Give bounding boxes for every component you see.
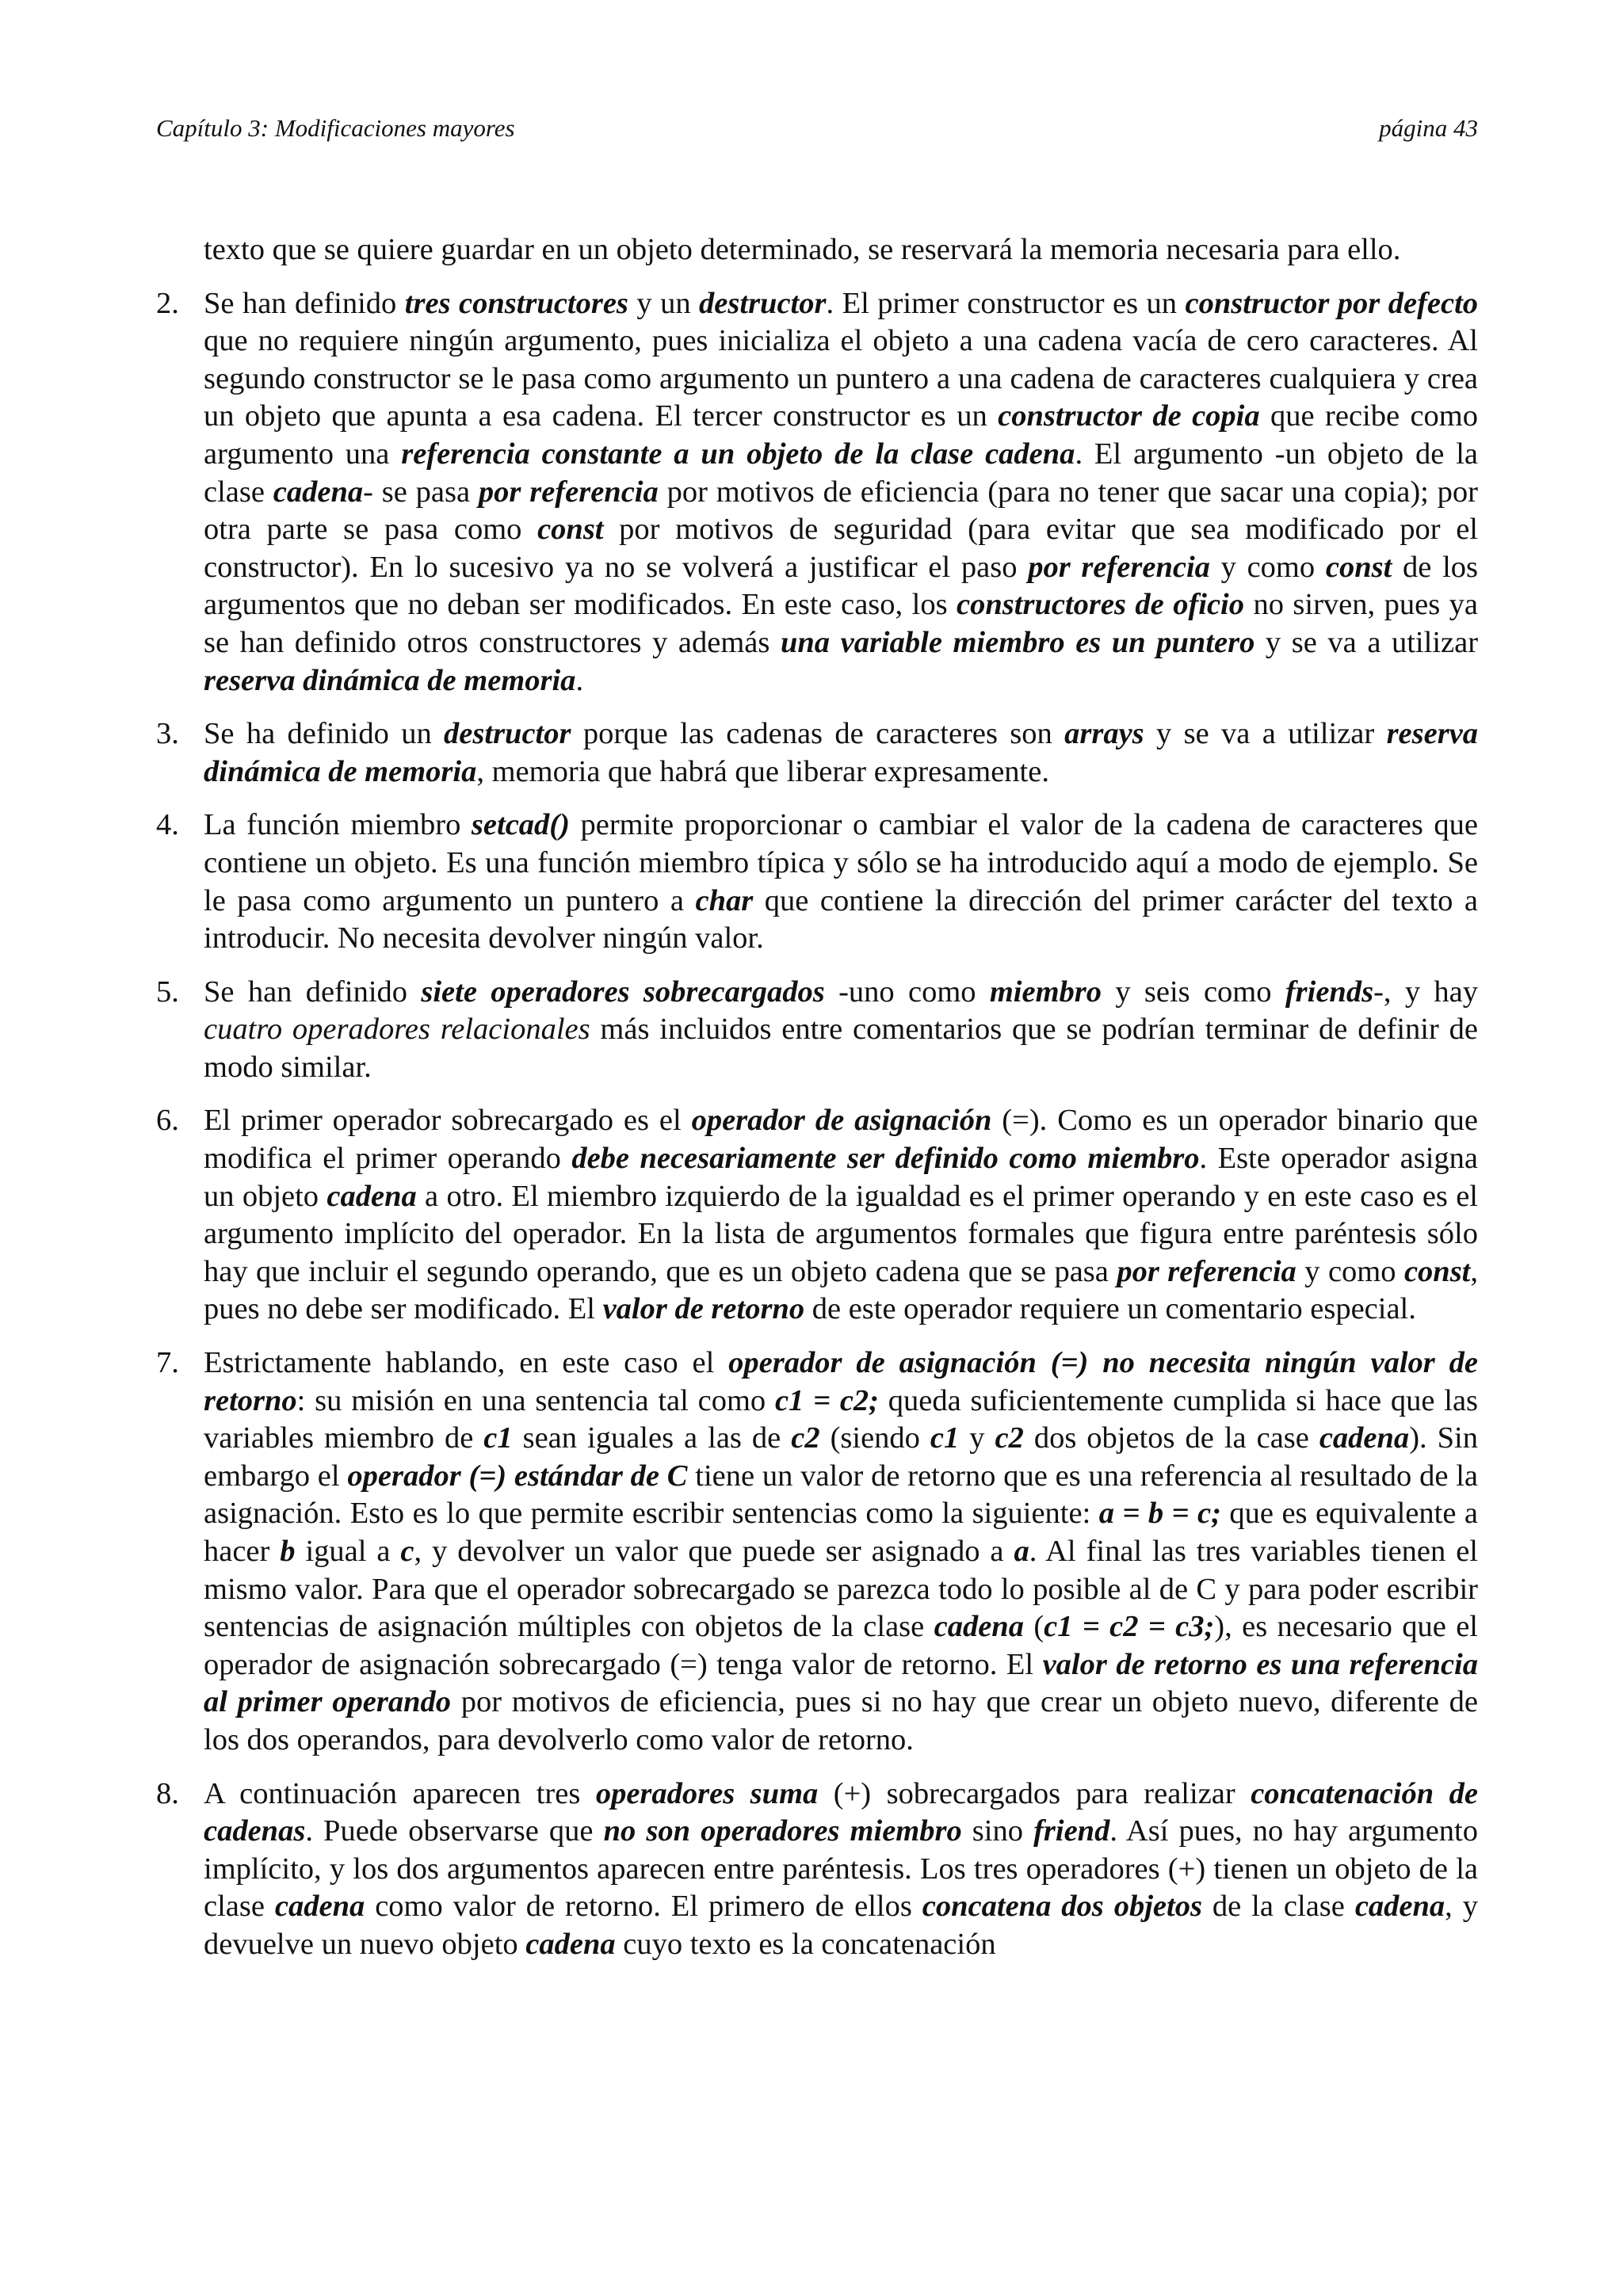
page-number: página 43 <box>1379 114 1478 142</box>
text-run: y se va a utilizar <box>1144 717 1387 751</box>
emphasis-text: cadena <box>1319 1421 1410 1455</box>
text-run: porque las cadenas de caracteres son <box>571 717 1065 751</box>
text-run: . Así pues, no hay argumento implícito, y los dos argumentos aparecen entre paréntesis. Los tres operadores (+) tienen un objeto de la clase <box>204 1814 1478 1924</box>
text-run: ( <box>1023 1610 1044 1644</box>
text-run: y <box>959 1421 995 1455</box>
emphasis-text: por referencia <box>478 475 659 509</box>
text-run: de los argumentos que no deban ser modificados. En este caso, los <box>204 550 1478 622</box>
text-run: por motivos de eficiencia (para no tener que sacar una copia); por otra parte se pasa como <box>204 475 1478 547</box>
emphasis-text: operadores suma <box>595 1776 819 1810</box>
emphasis-text: concatenación de cadenas <box>204 1776 1478 1848</box>
text-run: . <box>575 663 584 697</box>
text-run: -, y hay <box>1373 974 1478 1009</box>
list-item-number: 3. <box>156 717 179 751</box>
text-run: , memoria que habrá que liberar expresamente. <box>476 754 1049 788</box>
emphasis-text: operador de asignación (=) no necesita ningún valor de retorno <box>204 1346 1478 1417</box>
list-item <box>156 1344 1478 1760</box>
text-run: y un <box>628 286 700 320</box>
emphasis-text: b <box>280 1535 296 1568</box>
emphasis-text: por referencia <box>1028 550 1210 584</box>
emphasis-text: concatena dos objetos <box>922 1890 1202 1924</box>
page-header <box>156 114 1478 149</box>
emphasis-text: c2 <box>791 1421 820 1455</box>
text-run: por motivos de seguridad (para evitar que sea modificado por el constructor). En lo sucesivo ya no se volverá a justificar el paso <box>204 513 1478 584</box>
text-run: Se han definido <box>204 974 422 1009</box>
emphasis-text: reserva dinámica de memoria <box>204 717 1479 788</box>
emphasis-text: miembro <box>989 974 1102 1009</box>
list-item <box>156 974 1478 1087</box>
text-run: igual a <box>295 1535 401 1568</box>
text-run: sino <box>961 1814 1034 1848</box>
text-run: (+) sobrecargados para realizar <box>818 1776 1251 1810</box>
emphasis-text: una variable miembro es un puntero <box>780 625 1255 659</box>
page-body <box>156 231 1478 1980</box>
list-item-number: 7. <box>156 1346 179 1380</box>
text-run: permite proporcionar o cambiar el valor de la cadena de caracteres que contiene un objeto. Es una función miembro típica y sólo se ha introducido aquí a modo de ejemplo. Se le pasa como argumento un puntero a <box>204 808 1479 917</box>
text-run: . El primer constructor es un <box>826 286 1186 320</box>
emphasis-text: debe necesariamente ser definido como miembro <box>571 1142 1200 1176</box>
list-item <box>156 1775 1478 1964</box>
list-item <box>156 1102 1478 1329</box>
text-run: que no requiere ningún argumento, pues inicializa el objeto a una cadena vacía de cero caracteres. Al segundo constructor se le pasa como argumento un puntero a una cadena de caracteres cualquiera y crea un objeto que apunta a esa cadena. El tercer constructor es un <box>204 324 1478 433</box>
text-run: por motivos de eficiencia, pues si no hay que crear un objeto nuevo, diferente de los dos operandos, para devolverlo como valor de retorno. <box>204 1685 1478 1756</box>
list-item <box>156 807 1478 957</box>
text-run: -uno como <box>824 974 990 1009</box>
text-run: (siendo <box>819 1421 930 1455</box>
text-run: Se ha definido un <box>204 717 445 751</box>
continuation-paragraph <box>156 231 1478 269</box>
text-run: (=). Como es un operador binario que modifica el primer operando <box>204 1104 1478 1176</box>
emphasis-text: setcad() <box>471 808 570 842</box>
text-run: y se va a utilizar <box>1254 625 1479 659</box>
text-run: El primer operador sobrecargado es el <box>204 1104 692 1138</box>
emphasis-text: arrays <box>1064 717 1144 751</box>
text-run: - se pasa <box>363 475 479 509</box>
emphasis-text: referencia constante a un objeto de la clase cadena <box>401 437 1075 471</box>
text-run: no sirven, pues ya se han definido otros constructores y además <box>204 588 1478 659</box>
list-item-number: 6. <box>156 1104 179 1138</box>
text-run: ). Sin embargo el <box>204 1421 1478 1493</box>
text-run: que recibe como argumento una <box>204 399 1479 471</box>
emphasis-text: const <box>537 513 604 547</box>
emphasis-text: siete operadores sobrecargados <box>421 974 825 1009</box>
text-run: : su misión en una sentencia tal como <box>296 1383 775 1417</box>
emphasis-text: cadena <box>934 1610 1024 1644</box>
text-run: y como <box>1296 1254 1404 1288</box>
emphasis-text: c1 = c2; <box>774 1383 879 1417</box>
text-run: que contiene la dirección del primer carácter del texto a introducir. No necesita devolver ningún valor. <box>204 883 1478 955</box>
emphasis-text: a <box>1014 1535 1029 1568</box>
text-run: Estrictamente hablando, en este caso el <box>204 1346 729 1380</box>
text-run: tiene un valor de retorno que es una referencia al resultado de la asignación. Esto es lo que permite escribir sentencias como la siguiente: <box>204 1459 1478 1531</box>
emphasis-text: friend <box>1033 1814 1110 1848</box>
emphasis-text: const <box>1403 1254 1471 1288</box>
text-run: como valor de retorno. El primero de ellos <box>365 1890 922 1924</box>
numbered-list <box>156 285 1478 1964</box>
text-run: más incluidos entre comentarios que se podrían terminar de definir de modo similar. <box>204 1013 1478 1084</box>
emphasis-text: destructor <box>699 286 827 320</box>
text-run: dos objetos de la case <box>1023 1421 1319 1455</box>
emphasis-text: a = b = c; <box>1098 1497 1221 1531</box>
emphasis-text: valor de retorno <box>602 1292 805 1326</box>
text-run: . Este operador asigna un objeto <box>204 1142 1478 1213</box>
emphasis-text: valor de retorno es una referencia al primer operando <box>204 1647 1478 1719</box>
emphasis-text: friends <box>1285 974 1374 1009</box>
emphasis-text: cadena <box>525 1927 616 1961</box>
chapter-title: Capítulo 3: Modificaciones mayores <box>156 114 515 142</box>
emphasis-text: const <box>1325 550 1392 584</box>
text-run: La función miembro <box>204 808 472 842</box>
emphasis-text: por referencia <box>1117 1254 1296 1288</box>
list-item <box>156 715 1478 791</box>
text-run: , y devolver un valor que puede ser asignado a <box>414 1535 1014 1568</box>
list-item-number: 4. <box>156 808 179 842</box>
emphasis-text: c1 <box>483 1421 513 1455</box>
emphasis-text: c <box>400 1535 414 1568</box>
emphasis-text: tres constructores <box>404 286 628 320</box>
text-run: de este operador requiere un comentario especial. <box>804 1292 1416 1326</box>
emphasis-text: c1 <box>930 1421 960 1455</box>
text-run: y seis como <box>1102 974 1285 1009</box>
text-run: . Al final las tres variables tienen el mismo valor. Para que el operador sobrecargado se parezca todo lo posible al de C y para poder escribir sentencias de asignación múltiples con objetos de la clase <box>204 1535 1478 1644</box>
emphasis-text: operador (=) estándar de C <box>347 1459 688 1493</box>
emphasis-text: char <box>695 883 754 917</box>
text-run: A continuación aparecen tres <box>204 1776 596 1810</box>
emphasis-text: cadena <box>327 1179 417 1213</box>
text-run: Se han definido <box>204 286 405 320</box>
list-item-number: 8. <box>156 1776 179 1810</box>
text-run: . El argumento -un objeto de la clase <box>204 437 1478 509</box>
emphasis-text: cadena <box>274 1890 365 1924</box>
text-run: texto que se quiere guardar en un objeto determinado, se reservará la memoria necesaria para ello. <box>204 233 1401 266</box>
text-run: cuyo texto es la concatenación <box>615 1927 996 1961</box>
text-run: , y devuelve un nuevo objeto <box>204 1890 1479 1961</box>
text-run: queda suficientemente cumplida si hace que las variables miembro de <box>204 1383 1479 1455</box>
text-run: ), es necesario que el operador de asignación sobrecargado (=) tenga valor de retorno. El <box>204 1610 1478 1681</box>
emphasis-text: cadena <box>273 475 364 509</box>
text-run: sean iguales a las de <box>512 1421 792 1455</box>
list-item-number: 5. <box>156 974 179 1009</box>
text-run: , pues no debe ser modificado. El <box>204 1254 1478 1326</box>
emphasis-text: constructor de copia <box>998 399 1260 433</box>
text-run: y como <box>1209 550 1326 584</box>
emphasis-text: c2 <box>995 1421 1024 1455</box>
text-run: de la clase <box>1201 1890 1355 1924</box>
emphasis-text: no son operadores miembro <box>603 1814 962 1848</box>
italic-text: cuatro operadores relacionales <box>204 1013 590 1047</box>
text-run: a otro. El miembro izquierdo de la igualdad es el primer operando y en este caso es el argumento implícito del operador. En la lista de argumentos formales que figura entre paréntesis sólo hay que incluir el segundo operando, que es un objeto cadena que se pasa <box>204 1179 1479 1288</box>
emphasis-text: c1 = c2 = c3; <box>1044 1610 1215 1644</box>
emphasis-text: destructor <box>444 717 571 751</box>
list-item-number: 2. <box>156 286 179 320</box>
text-run: . Puede observarse que <box>305 1814 604 1848</box>
emphasis-text: operador de asignación <box>691 1104 992 1138</box>
emphasis-text: cadena <box>1354 1890 1445 1924</box>
list-item <box>156 285 1478 700</box>
emphasis-text: reserva dinámica de memoria <box>204 663 576 697</box>
emphasis-text: constructores de oficio <box>957 588 1244 622</box>
text-run: que es equivalente a hacer <box>204 1497 1478 1568</box>
emphasis-text: constructor por defecto <box>1185 286 1479 320</box>
